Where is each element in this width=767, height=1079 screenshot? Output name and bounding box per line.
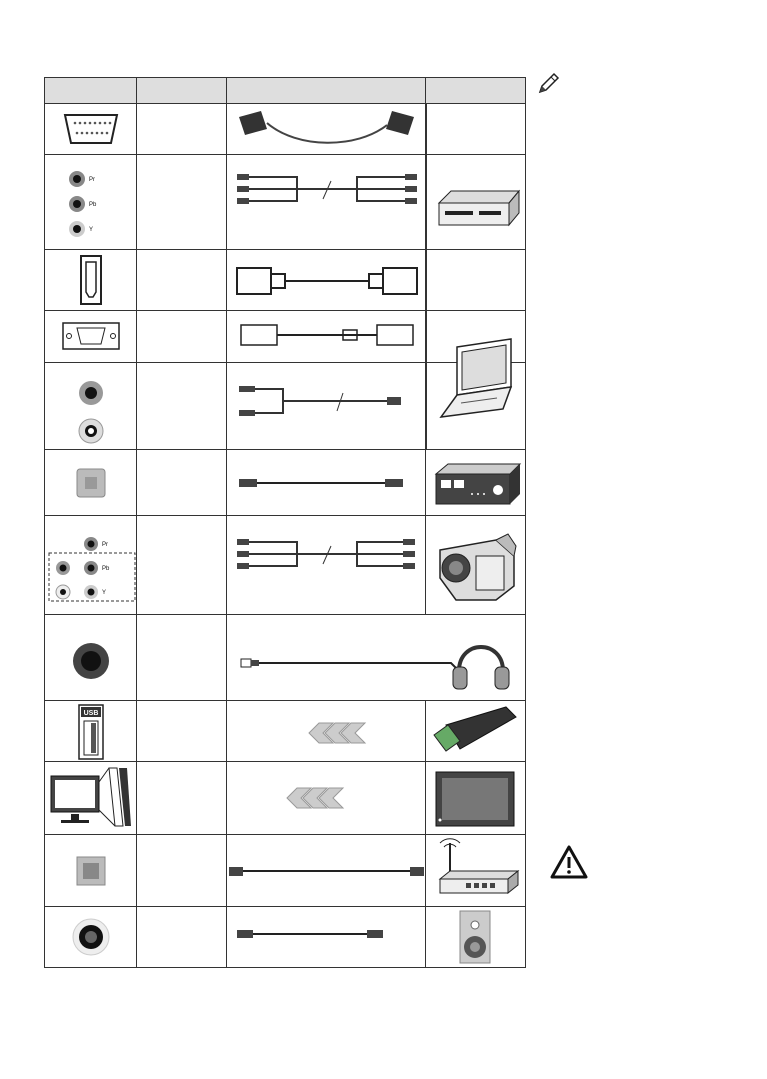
subwoofer-icon xyxy=(426,907,525,967)
connection-type xyxy=(137,363,227,449)
connection-table xyxy=(44,77,526,968)
table-row xyxy=(45,701,525,762)
table-header xyxy=(45,78,525,104)
connection-type xyxy=(137,835,227,906)
component-rca-cable-icon xyxy=(227,155,426,249)
connection-type xyxy=(137,701,227,761)
connection-type xyxy=(137,155,227,249)
connection-type xyxy=(137,516,227,614)
svg-text:Y: Y xyxy=(89,227,94,233)
optical-socket-icon xyxy=(45,450,137,515)
rca-to-jack-cable-icon xyxy=(227,363,426,449)
svg-text:Pb: Pb xyxy=(102,566,110,572)
component-video-pr-pb-y-icon xyxy=(45,155,137,249)
hdmi-cable-icon xyxy=(227,250,426,310)
camcorder-icon xyxy=(426,516,525,614)
ci-slot-tv-icon xyxy=(45,762,137,834)
component-rca-cable-icon xyxy=(227,516,426,614)
scart-cable-icon xyxy=(227,103,426,154)
hdmi-socket-icon xyxy=(45,250,137,310)
insert-arrows-icon xyxy=(227,701,426,761)
ci-card-icon xyxy=(426,762,525,834)
side-av-component-icon xyxy=(45,516,137,614)
vga-cable-icon xyxy=(227,311,426,362)
table-row xyxy=(45,450,525,516)
svg-text:Pr: Pr xyxy=(89,177,95,183)
svg-text:Y: Y xyxy=(102,590,107,596)
header-connector xyxy=(45,78,137,103)
ethernet-cable-icon xyxy=(227,835,426,906)
table-row xyxy=(45,516,525,615)
svg-text:Pr: Pr xyxy=(102,542,108,548)
optical-cable-icon xyxy=(227,450,426,515)
connection-type xyxy=(137,103,227,154)
connection-type xyxy=(137,762,227,834)
scart-socket-icon xyxy=(45,103,137,154)
svg-text:USB: USB xyxy=(83,710,99,717)
headphone-jack-cable-icon xyxy=(227,615,525,700)
insert-arrows-icon xyxy=(227,762,426,834)
headphone-socket-icon xyxy=(45,615,137,700)
router-icon xyxy=(426,835,525,906)
coaxial-socket-icon xyxy=(45,907,137,967)
connection-type xyxy=(137,907,227,967)
ethernet-socket-icon xyxy=(45,835,137,906)
table-row xyxy=(45,615,525,701)
connection-type xyxy=(137,615,227,700)
audio-in-socket-icon xyxy=(45,363,137,449)
header-device xyxy=(426,78,525,103)
table-row xyxy=(45,907,525,967)
header-type xyxy=(137,78,227,103)
coaxial-cable-icon xyxy=(227,907,426,967)
connection-type xyxy=(137,450,227,515)
amplifier-icon xyxy=(426,450,525,515)
laptop-icon xyxy=(426,311,525,450)
header-cables xyxy=(227,78,426,103)
usb-stick-icon xyxy=(426,701,525,761)
table-row xyxy=(45,835,525,907)
connection-type xyxy=(137,250,227,310)
table-row xyxy=(45,762,525,835)
svg-text:Pb: Pb xyxy=(89,202,97,208)
usb-socket-icon xyxy=(45,701,137,761)
vga-socket-icon xyxy=(45,311,137,362)
dvd-recorder-icon xyxy=(426,103,525,311)
connection-type xyxy=(137,311,227,362)
